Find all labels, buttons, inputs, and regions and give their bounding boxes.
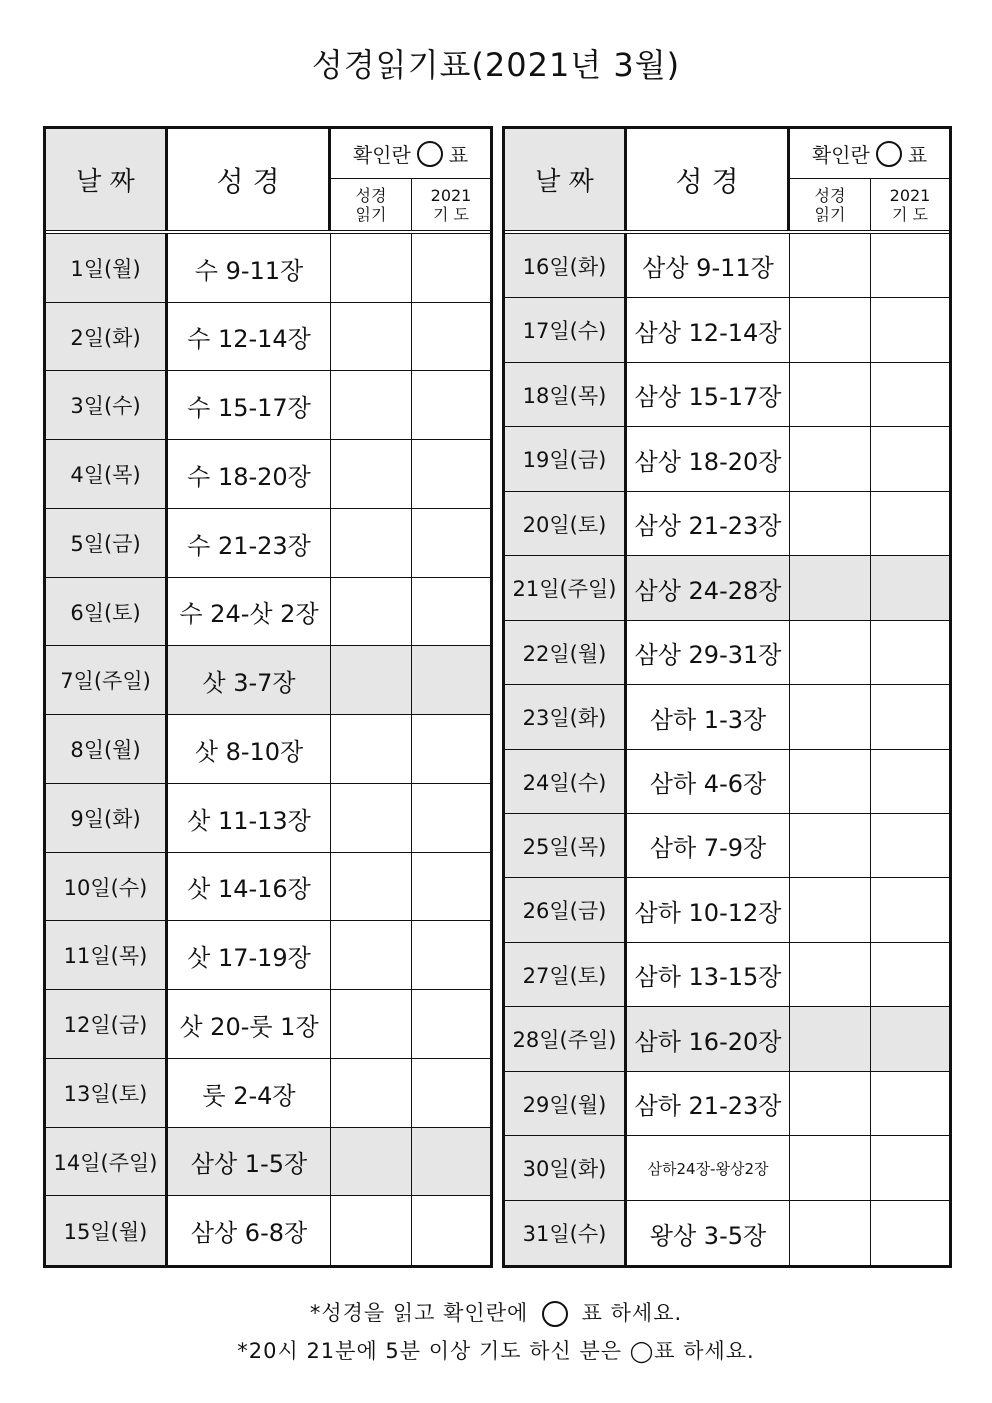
read-check-cell[interactable] <box>331 1059 412 1127</box>
table-row <box>46 1059 490 1128</box>
date-cell: 21일(주일) <box>505 556 627 620</box>
pray-check-cell[interactable] <box>871 1072 949 1135</box>
header-bible: 성 경 <box>168 129 331 230</box>
pray-check-cell[interactable] <box>871 427 949 491</box>
pray-check-cell[interactable] <box>412 784 490 852</box>
bible-passage-cell: 왕상 3-5장 <box>627 1201 790 1265</box>
table-row <box>505 1201 949 1265</box>
bible-passage-cell: 삼상 1-5장 <box>168 1128 331 1195</box>
read-check-cell[interactable] <box>790 878 871 942</box>
bible-passage-cell: 삼하 7-9장 <box>627 814 790 877</box>
pray-check-cell[interactable] <box>412 371 490 439</box>
table-row <box>46 1128 490 1196</box>
read-check-cell[interactable] <box>790 943 871 1006</box>
note1-text-after: 표 하세요. <box>581 1301 683 1325</box>
note1-text-before: *성경을 읽고 확인란에 <box>309 1301 529 1325</box>
pray-check-cell[interactable] <box>412 303 490 370</box>
header-bible: 성 경 <box>627 129 790 230</box>
read-check-cell[interactable] <box>331 990 412 1058</box>
header-check-suffix: 표 <box>907 143 928 167</box>
table-row <box>505 298 949 363</box>
bible-passage-cell: 삿 8-10장 <box>168 715 331 783</box>
table-row <box>46 234 490 303</box>
read-check-cell[interactable] <box>790 1007 871 1071</box>
date-cell: 6일(토) <box>46 578 168 645</box>
instruction-note-2: *20시 21분에 5분 이상 기도 하신 분은 ◯표 하세요. <box>237 1339 755 1363</box>
bible-passage-cell: 삿 11-13장 <box>168 784 331 852</box>
table-header <box>505 129 949 230</box>
bible-passage-cell: 룻 2-4장 <box>168 1059 331 1127</box>
circle-icon <box>417 141 443 167</box>
header-check <box>331 129 490 179</box>
date-cell: 29일(월) <box>505 1072 627 1135</box>
pray-check-cell[interactable] <box>871 1136 949 1200</box>
bible-passage-cell: 삼하 1-3장 <box>627 685 790 749</box>
date-cell: 27일(토) <box>505 943 627 1006</box>
read-check-cell[interactable] <box>331 1128 412 1195</box>
header-pray-line2: 기 도 <box>433 204 469 224</box>
header-pray <box>871 179 949 230</box>
date-cell: 26일(금) <box>505 878 627 942</box>
table-row <box>505 878 949 943</box>
read-check-cell[interactable] <box>790 427 871 491</box>
header-pray-line1: 2021 <box>430 185 472 205</box>
date-cell: 10일(수) <box>46 853 168 920</box>
date-cell: 9일(화) <box>46 784 168 852</box>
header-check-label: 확인란 <box>811 143 870 167</box>
table-row <box>505 1072 949 1136</box>
circle-icon <box>542 1301 568 1327</box>
header-pray-line2: 기 도 <box>892 204 928 224</box>
bible-passage-cell: 삼하 4-6장 <box>627 750 790 813</box>
read-check-cell[interactable] <box>331 715 412 783</box>
read-check-cell[interactable] <box>790 298 871 362</box>
table-row <box>505 1007 949 1072</box>
date-cell: 31일(수) <box>505 1201 627 1265</box>
read-check-cell[interactable] <box>790 814 871 877</box>
table-row <box>505 1136 949 1201</box>
pray-check-cell[interactable] <box>412 921 490 989</box>
bible-passage-cell: 삿 17-19장 <box>168 921 331 989</box>
pray-check-cell[interactable] <box>412 509 490 577</box>
reading-table-left <box>43 126 493 1268</box>
bible-passage-cell: 삼상 6-8장 <box>168 1196 331 1265</box>
read-check-cell[interactable] <box>331 921 412 989</box>
bible-passage-cell: 삼상 18-20장 <box>627 427 790 491</box>
date-cell: 13일(토) <box>46 1059 168 1127</box>
date-cell: 24일(수) <box>505 750 627 813</box>
date-cell: 8일(월) <box>46 715 168 783</box>
bible-passage-cell: 수 21-23장 <box>168 509 331 577</box>
table-row <box>505 750 949 814</box>
bible-passage-cell: 수 9-11장 <box>168 234 331 302</box>
bible-passage-cell: 삼상 12-14장 <box>627 298 790 362</box>
date-cell: 5일(금) <box>46 509 168 577</box>
pray-check-cell[interactable] <box>871 492 949 555</box>
table-row <box>505 492 949 556</box>
pray-check-cell[interactable] <box>871 556 949 620</box>
read-check-cell[interactable] <box>331 1196 412 1265</box>
bible-passage-cell: 수 18-20장 <box>168 440 331 508</box>
header-check-suffix: 표 <box>448 143 469 167</box>
bible-passage-cell: 삼상 9-11장 <box>627 234 790 297</box>
header-read <box>331 179 412 230</box>
pray-check-cell[interactable] <box>412 234 490 302</box>
header-read-line2: 읽기 <box>814 204 846 224</box>
read-check-cell[interactable] <box>790 492 871 555</box>
pray-check-cell[interactable] <box>871 878 949 942</box>
table-row <box>46 921 490 990</box>
pray-check-cell[interactable] <box>412 1059 490 1127</box>
reading-table-right <box>502 126 952 1268</box>
date-cell: 25일(목) <box>505 814 627 877</box>
table-body <box>505 234 949 1265</box>
table-row <box>505 234 949 298</box>
date-cell: 12일(금) <box>46 990 168 1058</box>
table-row <box>505 427 949 492</box>
read-check-cell[interactable] <box>790 1201 871 1265</box>
table-row <box>505 943 949 1007</box>
header-read-line1: 성경 <box>814 185 846 205</box>
pray-check-cell[interactable] <box>412 853 490 920</box>
table-row <box>46 784 490 853</box>
header-read-line1: 성경 <box>355 185 387 205</box>
date-cell: 23일(화) <box>505 685 627 749</box>
header-read-line2: 읽기 <box>355 204 387 224</box>
date-cell: 20일(토) <box>505 492 627 555</box>
table-row <box>505 363 949 427</box>
date-cell: 18일(목) <box>505 363 627 426</box>
date-cell: 2일(화) <box>46 303 168 370</box>
read-check-cell[interactable] <box>331 784 412 852</box>
read-check-cell[interactable] <box>790 556 871 620</box>
read-check-cell[interactable] <box>331 853 412 920</box>
date-cell: 3일(수) <box>46 371 168 439</box>
pray-check-cell[interactable] <box>412 990 490 1058</box>
date-cell: 22일(월) <box>505 621 627 684</box>
date-cell: 14일(주일) <box>46 1128 168 1195</box>
pray-check-cell[interactable] <box>871 685 949 749</box>
table-row <box>46 509 490 578</box>
pray-check-cell[interactable] <box>412 1128 490 1195</box>
table-row <box>46 646 490 715</box>
pray-check-cell[interactable] <box>871 363 949 426</box>
table-row <box>46 853 490 921</box>
read-check-cell[interactable] <box>331 646 412 714</box>
table-row <box>46 715 490 784</box>
read-check-cell[interactable] <box>331 303 412 370</box>
table-body <box>46 234 490 1265</box>
read-check-cell[interactable] <box>790 621 871 684</box>
date-cell: 16일(화) <box>505 234 627 297</box>
pray-check-cell[interactable] <box>412 1196 490 1265</box>
table-row <box>46 440 490 509</box>
read-check-cell[interactable] <box>790 234 871 297</box>
read-check-cell[interactable] <box>790 1136 871 1200</box>
pray-check-cell[interactable] <box>871 1007 949 1071</box>
pray-check-cell[interactable] <box>412 578 490 645</box>
pray-check-cell[interactable] <box>412 440 490 508</box>
header-check <box>790 129 949 179</box>
bible-passage-cell: 수 12-14장 <box>168 303 331 370</box>
read-check-cell[interactable] <box>331 371 412 439</box>
read-check-cell[interactable] <box>331 578 412 645</box>
date-cell: 4일(목) <box>46 440 168 508</box>
date-cell: 17일(수) <box>505 298 627 362</box>
table-row <box>505 685 949 750</box>
header-date: 날 짜 <box>46 129 168 230</box>
table-row <box>505 556 949 621</box>
read-check-cell[interactable] <box>331 509 412 577</box>
header-date: 날 짜 <box>505 129 627 230</box>
table-row <box>46 578 490 646</box>
bible-passage-cell: 삼상 24-28장 <box>627 556 790 620</box>
read-check-cell[interactable] <box>331 234 412 302</box>
header-pray-line1: 2021 <box>889 185 931 205</box>
bible-passage-cell: 삿 20-룻 1장 <box>168 990 331 1058</box>
bible-passage-cell: 삼하 21-23장 <box>627 1072 790 1135</box>
bible-passage-cell: 삿 3-7장 <box>168 646 331 714</box>
bible-passage-cell: 삼상 21-23장 <box>627 492 790 555</box>
header-read <box>790 179 871 230</box>
read-check-cell[interactable] <box>790 685 871 749</box>
date-cell: 7일(주일) <box>46 646 168 714</box>
pray-check-cell[interactable] <box>871 814 949 877</box>
bible-passage-cell: 삿 14-16장 <box>168 853 331 920</box>
bible-passage-cell: 삼하 16-20장 <box>627 1007 790 1071</box>
read-check-cell[interactable] <box>331 440 412 508</box>
table-row <box>46 303 490 371</box>
page-title: 성경읽기표(2021년 3월) <box>311 46 681 84</box>
bible-passage-cell: 삼상 29-31장 <box>627 621 790 684</box>
bible-passage-cell: 수 24-삿 2장 <box>168 578 331 645</box>
read-check-cell[interactable] <box>790 1072 871 1135</box>
instruction-note-1 <box>0 1297 992 1327</box>
bible-passage-cell: 수 15-17장 <box>168 371 331 439</box>
pray-check-cell[interactable] <box>871 750 949 813</box>
header-pray <box>412 179 490 230</box>
date-cell: 30일(화) <box>505 1136 627 1200</box>
pray-check-cell[interactable] <box>871 621 949 684</box>
date-cell: 11일(목) <box>46 921 168 989</box>
table-row <box>46 1196 490 1265</box>
header-check-label: 확인란 <box>352 143 411 167</box>
bible-passage-cell: 삼상 15-17장 <box>627 363 790 426</box>
read-check-cell[interactable] <box>790 750 871 813</box>
pray-check-cell[interactable] <box>412 715 490 783</box>
date-cell: 15일(월) <box>46 1196 168 1265</box>
bible-passage-cell: 삼하 13-15장 <box>627 943 790 1006</box>
bible-passage-cell: 삼하 10-12장 <box>627 878 790 942</box>
table-row <box>46 371 490 440</box>
date-cell: 19일(금) <box>505 427 627 491</box>
table-header <box>46 129 490 230</box>
table-row <box>505 814 949 878</box>
pray-check-cell[interactable] <box>871 1201 949 1265</box>
table-row <box>505 621 949 685</box>
pray-check-cell[interactable] <box>871 234 949 297</box>
bible-passage-cell: 삼하24장-왕상2장 <box>627 1136 790 1200</box>
date-cell: 28일(주일) <box>505 1007 627 1071</box>
table-row <box>46 990 490 1059</box>
read-check-cell[interactable] <box>790 363 871 426</box>
circle-icon <box>876 141 902 167</box>
pray-check-cell[interactable] <box>871 298 949 362</box>
pray-check-cell[interactable] <box>412 646 490 714</box>
pray-check-cell[interactable] <box>871 943 949 1006</box>
date-cell: 1일(월) <box>46 234 168 302</box>
